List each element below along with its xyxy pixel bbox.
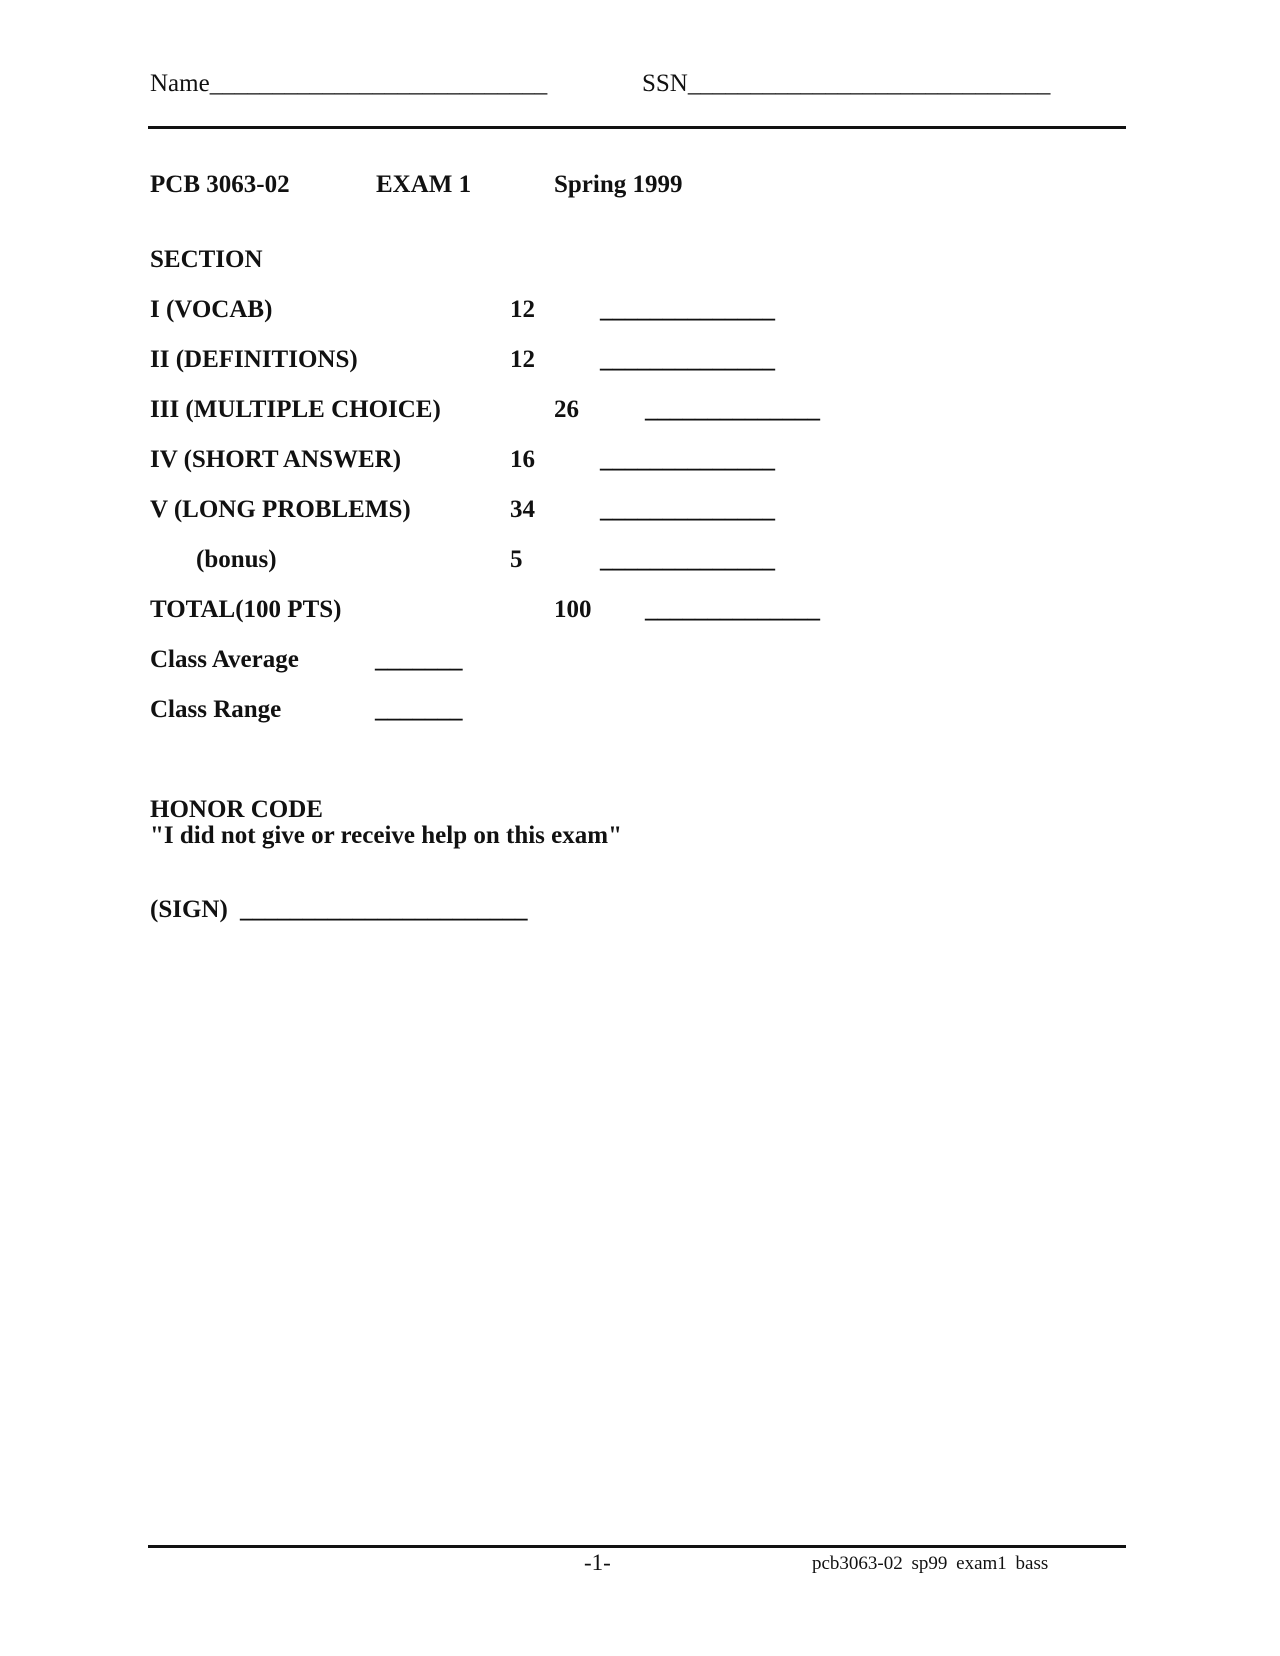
section-label: III (MULTIPLE CHOICE) [150,396,441,423]
section-points: 12 [510,296,535,323]
section-points: 100 [554,596,592,623]
section-label: (bonus) [196,546,277,573]
section-points: 16 [510,446,535,473]
ssn-field-label: SSN_____________________________ [642,70,1051,97]
section-label: V (LONG PROBLEMS) [150,496,411,523]
file-identifier: pcb3063-02 sp99 exam1 bass [812,1553,1049,1574]
section-label: I (VOCAB) [150,296,273,323]
name-field-label: Name___________________________ [150,70,548,97]
section-points: 12 [510,346,535,373]
score-blank: ______________ [600,546,775,573]
honor-code-title: HONOR CODE [150,796,323,823]
section-label: TOTAL(100 PTS) [150,596,342,623]
class-average-blank: _______ [375,646,463,673]
exam-term: Spring 1999 [554,171,683,198]
score-blank: ______________ [600,296,775,323]
course-code: PCB 3063-02 [150,171,290,198]
score-blank: ______________ [645,596,820,623]
footer-rule [148,1545,1126,1548]
section-points: 26 [554,396,579,423]
class-range-label: Class Range [150,696,282,723]
sign-label: (SIGN) [150,896,228,923]
score-blank: ______________ [645,396,820,423]
section-points: 34 [510,496,535,523]
section-points: 5 [510,546,523,573]
exam-title: EXAM 1 [376,171,472,198]
header-rule [148,126,1126,129]
signature-blank: _______________________ [240,896,528,923]
score-blank: ______________ [600,346,775,373]
section-heading: SECTION [150,246,263,273]
section-label: II (DEFINITIONS) [150,346,358,373]
honor-code-statement: "I did not give or receive help on this exam" [150,822,622,849]
score-blank: ______________ [600,446,775,473]
class-average-label: Class Average [150,646,299,673]
section-label: IV (SHORT ANSWER) [150,446,402,473]
score-blank: ______________ [600,496,775,523]
page-number: -1- [584,1550,611,1575]
class-range-blank: _______ [375,696,463,723]
